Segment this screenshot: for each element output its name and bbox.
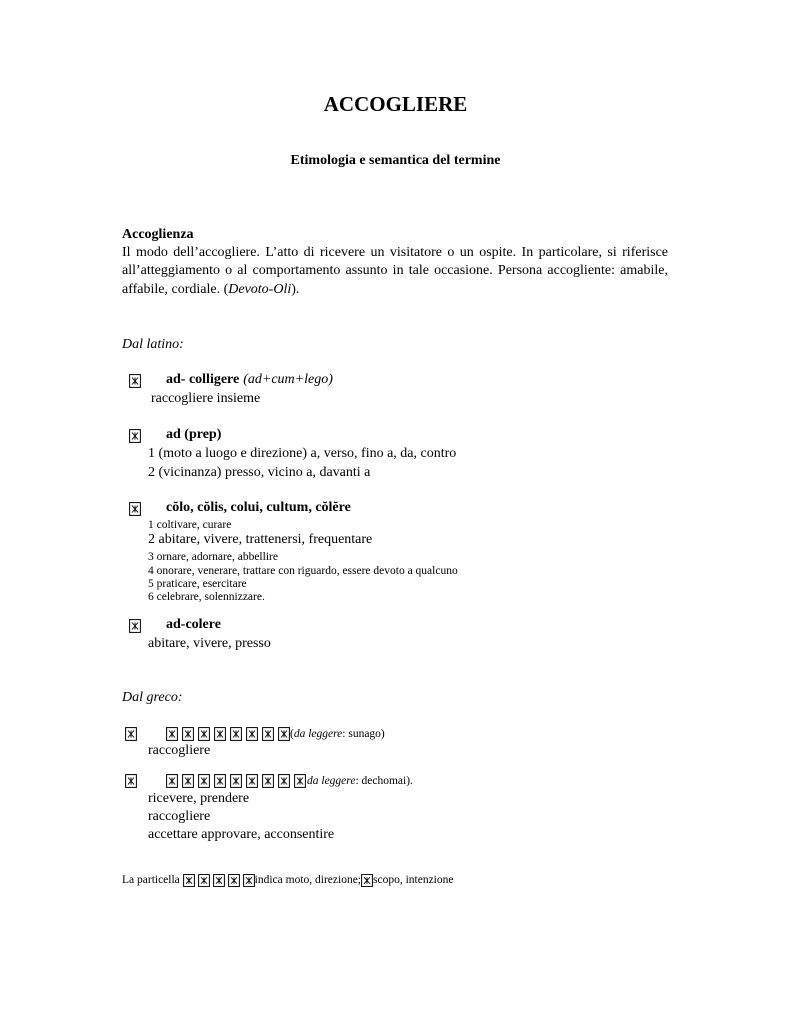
greek-meaning: raccogliere (148, 743, 211, 758)
missing-glyph-icon (198, 874, 210, 887)
greek-term (166, 774, 413, 788)
latin-meaning: raccogliere insieme (151, 391, 261, 406)
missing-glyph-icon (125, 727, 137, 741)
page-title: ACCOGLIERE (323, 92, 468, 116)
latin-meaning: 4 onorare, venerare, trattare con riguardo, essere devoto a qualcuno (148, 565, 458, 577)
greek-reading-value: : dechomai). (355, 775, 413, 787)
definition-line: all’atteggiamento o al comportamento assunto in tale occasione. Persona accogliente: amabile, (122, 263, 668, 278)
definition-heading: Accoglienza (122, 227, 194, 242)
latin-term-etymology: (ad+cum+lego) (243, 372, 333, 387)
missing-glyph-icon (246, 727, 258, 741)
missing-glyph-icon (230, 774, 242, 788)
particle-note (122, 873, 453, 887)
missing-glyph-icon (214, 727, 226, 741)
greek-meaning: accettare approvare, acconsentire (148, 827, 335, 842)
missing-glyph-icon (214, 774, 226, 788)
latin-meaning: 2 abitare, vivere, trattenersi, frequentare (148, 532, 373, 547)
latin-meaning: 6 celebrare, solennizzare. (148, 591, 265, 603)
definition-text: ). (291, 282, 300, 297)
latin-term-word: ad- colligere (166, 372, 240, 387)
definition-line (122, 281, 299, 299)
missing-glyph-icon (294, 774, 306, 788)
latin-meaning: abitare, vivere, presso (148, 636, 271, 651)
greek-meaning: ricevere, prendere (148, 791, 250, 806)
missing-glyph-icon (213, 874, 225, 887)
missing-glyph-icon (129, 429, 141, 443)
greek-term (166, 727, 385, 741)
latin-meaning: 1 (moto a luogo e direzione) a, verso, fino a, da, contro (148, 446, 457, 461)
missing-glyph-icon (183, 874, 195, 887)
missing-glyph-icon (125, 774, 137, 788)
missing-glyph-icon (182, 774, 194, 788)
missing-glyph-icon (262, 727, 274, 741)
latin-term: ad (prep) (166, 427, 222, 442)
missing-glyph-icon (198, 727, 210, 741)
latin-meaning: 3 ornare, adornare, abbellire (148, 551, 278, 563)
greek-meaning: raccogliere (148, 809, 211, 824)
definition-source: Devoto-Oli (228, 282, 292, 297)
missing-glyph-icon (129, 502, 141, 516)
missing-glyph-icon (228, 874, 240, 887)
latin-term: ad-colere (166, 617, 221, 632)
greek-heading: Dal greco: (122, 690, 183, 705)
missing-glyph-icon (166, 727, 178, 741)
latin-term (166, 371, 333, 389)
greek-reading-label: da leggere (307, 775, 356, 787)
missing-glyph-icon (166, 774, 178, 788)
note-text: indica moto, direzione; (254, 874, 361, 886)
page-subtitle: Etimologia e semantica del termine (290, 153, 501, 168)
latin-term: cŏlo, cŏlis, colui, cultum, cŏlĕre (166, 500, 351, 515)
missing-glyph-icon (243, 874, 255, 887)
missing-glyph-icon (246, 774, 258, 788)
definition-line: Il modo dell’accogliere. L’atto di ricevere un visitatore o un ospite. In particolare, si riferisce (122, 245, 668, 260)
missing-glyph-icon (230, 727, 242, 741)
greek-reading-label: da leggere (293, 728, 343, 740)
greek-reading-open: ( (290, 728, 294, 740)
note-text: La particella (122, 874, 183, 886)
latin-meaning: 5 praticare, esercitare (148, 578, 247, 590)
missing-glyph-icon (278, 774, 290, 788)
greek-reading-value: : sunago) (342, 728, 385, 740)
missing-glyph-icon (129, 619, 141, 633)
missing-glyph-icon (278, 727, 290, 741)
missing-glyph-icon (262, 774, 274, 788)
missing-glyph-icon (198, 774, 210, 788)
missing-glyph-icon (129, 374, 141, 388)
latin-heading: Dal latino: (122, 337, 184, 352)
note-text: scopo, intenzione (373, 874, 454, 886)
definition-text: affabile, cordiale. ( (122, 282, 229, 297)
missing-glyph-icon (361, 874, 373, 887)
missing-glyph-icon (182, 727, 194, 741)
latin-meaning: 2 (vicinanza) presso, vicino a, davanti a (148, 465, 371, 480)
latin-meaning: 1 coltivare, curare (148, 519, 232, 531)
